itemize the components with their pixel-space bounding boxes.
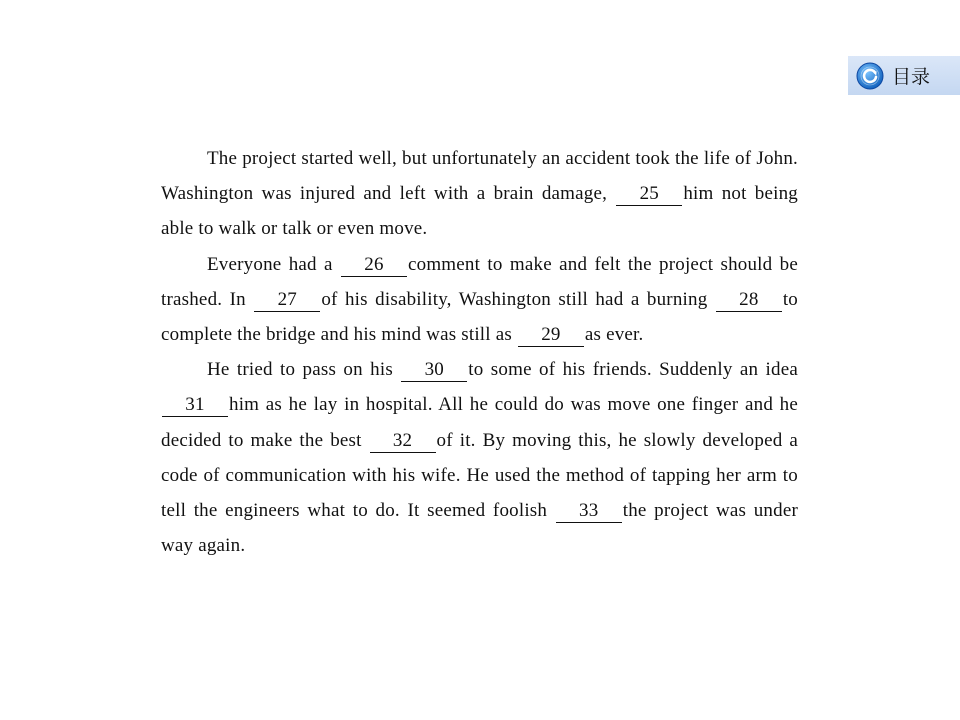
passage-text: of it. By moving this, he slowly developed a code of communication with his wife. He used the method of tapping her arm to tell the engineers what to do. It seemed foolish (161, 429, 798, 522)
answer-blank-25[interactable]: 25 (616, 183, 682, 206)
passage-text: him not being able to walk or talk or even move. (161, 183, 799, 240)
circular-arrow-icon (856, 62, 884, 90)
passage-text: comment to make and felt the project should be trashed. In (161, 253, 798, 310)
answer-blank-27[interactable]: 27 (254, 289, 320, 312)
passage-text: the project was under way again. (161, 500, 798, 557)
passage-text: to some of his friends. Suddenly an idea (468, 359, 798, 381)
answer-blank-30[interactable]: 30 (401, 359, 467, 382)
toc-label: 目录 (892, 66, 931, 88)
passage-paragraph (161, 247, 798, 353)
answer-blank-28[interactable]: 28 (716, 289, 782, 312)
answer-blank-33[interactable]: 33 (556, 500, 622, 523)
passage-paragraph (161, 141, 798, 247)
answer-blank-29[interactable]: 29 (518, 324, 584, 347)
passage-text: of his disability, Washington still had a burning (321, 288, 715, 310)
answer-blank-26[interactable]: 26 (341, 254, 407, 277)
cloze-passage (161, 141, 798, 563)
passage-text: him as he lay in hospital. All he could do was move one finger and he decided to make the best (161, 394, 798, 451)
passage-text: as ever. (584, 324, 644, 346)
passage-text: The project started well, but unfortunately an accident took the life of John. Washington was injured and left with a brain damage, (161, 148, 798, 205)
toc-button[interactable] (848, 56, 960, 95)
passage-paragraph (161, 352, 798, 563)
passage-text: to complete the bridge and his mind was still as (161, 288, 799, 346)
answer-blank-31[interactable]: 31 (162, 394, 228, 417)
passage-text: He tried to pass on his (207, 359, 401, 381)
answer-blank-32[interactable]: 32 (370, 430, 436, 453)
passage-text: Everyone had a (207, 253, 340, 275)
